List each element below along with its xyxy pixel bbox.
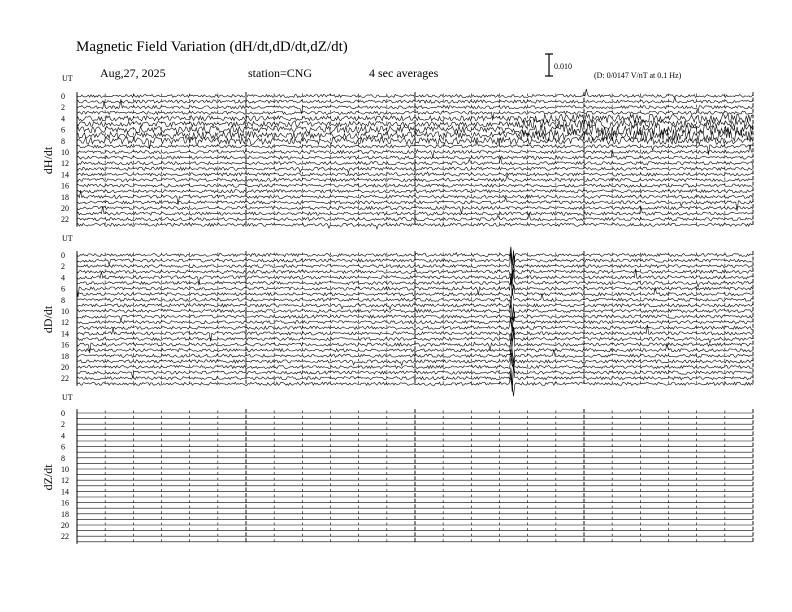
scale-note: (D: 0/0147 V/nT at 0.1 Hz) — [594, 71, 682, 80]
y-tick-label: 18 — [61, 351, 69, 361]
y-tick-label: 6 — [61, 284, 65, 294]
ut-label-panel-3: UT — [62, 393, 73, 402]
ut-label-panel-2: UT — [62, 234, 73, 243]
y-tick-label: 16 — [61, 181, 69, 191]
y-tick-label: 4 — [61, 431, 65, 441]
y-tick-label: 2 — [61, 420, 65, 430]
y-tick-label: 10 — [61, 465, 69, 474]
chart-title: Magnetic Field Variation (dH/dt,dD/dt,dZ/dt) — [76, 39, 348, 55]
y-tick-label: 18 — [61, 509, 69, 519]
y-tick-label: 0 — [61, 251, 65, 260]
ut-label-panel-1: UT — [62, 74, 73, 83]
y-tick-label: 14 — [61, 329, 69, 339]
y-axis-label: dD/dt — [41, 305, 55, 334]
y-axis-label: dH/dt — [41, 146, 55, 175]
y-tick-label: 12 — [61, 318, 69, 328]
y-tick-label: 22 — [61, 215, 69, 225]
y-tick-label: 8 — [61, 453, 65, 463]
y-tick-label: 16 — [61, 498, 69, 508]
y-tick-label: 6 — [61, 442, 65, 452]
y-tick-label: 0 — [61, 409, 65, 418]
y-tick-label: 20 — [61, 363, 69, 372]
y-tick-label: 12 — [61, 159, 69, 169]
y-tick-label: 20 — [61, 204, 69, 213]
y-tick-label: 2 — [61, 103, 65, 113]
averaging-label: 4 sec averages — [369, 66, 439, 80]
scale-value: 0.010 — [554, 62, 572, 71]
y-tick-label: 16 — [61, 340, 69, 350]
y-tick-label: 4 — [61, 114, 65, 124]
y-tick-label: 8 — [61, 295, 65, 305]
panel-dD-dt — [41, 247, 753, 397]
y-tick-label: 6 — [61, 125, 65, 135]
y-tick-label: 12 — [61, 476, 69, 486]
y-tick-label: 8 — [61, 136, 65, 146]
y-tick-label: 2 — [61, 262, 65, 272]
scale-bar — [545, 54, 553, 76]
y-tick-label: 14 — [61, 170, 69, 180]
y-tick-label: 14 — [61, 487, 69, 497]
y-tick-label: 4 — [61, 273, 65, 283]
station-label: station=CNG — [248, 66, 313, 80]
panel-dH-dt — [41, 89, 753, 229]
y-tick-label: 22 — [61, 374, 69, 384]
panel-dZ-dt — [41, 409, 753, 544]
y-tick-label: 22 — [61, 532, 69, 542]
y-axis-label: dZ/dt — [41, 464, 55, 491]
y-tick-label: 0 — [61, 92, 65, 101]
y-tick-label: 18 — [61, 192, 69, 202]
y-tick-label: 10 — [61, 148, 69, 157]
date-label: Aug,27, 2025 — [100, 66, 166, 80]
y-tick-label: 10 — [61, 307, 69, 316]
y-tick-label: 20 — [61, 521, 69, 530]
